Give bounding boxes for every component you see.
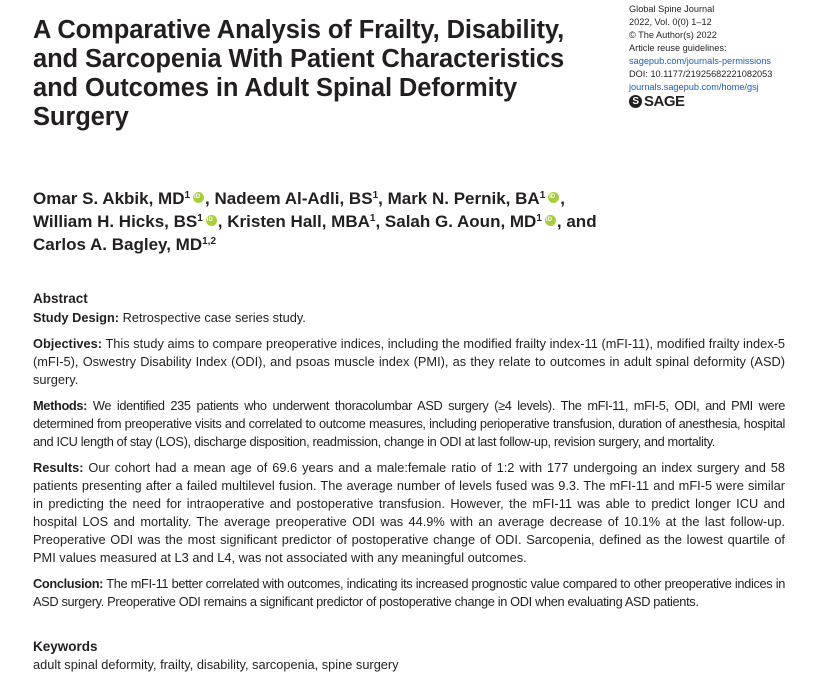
reuse-guidelines: Article reuse guidelines: [629, 43, 727, 53]
permissions-link[interactable]: sagepub.com/journals-permissions [629, 56, 771, 66]
author-1: Omar S. Akbik, $MD^1iD$ , [33, 189, 214, 208]
abstract [33, 290, 785, 619]
abstract-study-design: Study Design: Retrospective case series study. [33, 310, 306, 325]
author-7: Carlos A. Bagley, MD$^{1,2}$ [33, 235, 217, 254]
sage-logo-text: SAGE [644, 92, 685, 110]
author-4: William H. Hicks, $BS^1iD$ , [33, 212, 227, 231]
keywords [33, 638, 785, 674]
orcid-icon[interactable] [548, 192, 559, 203]
journal-name: Global Spine Journal [629, 4, 715, 14]
sage-logo [629, 92, 685, 110]
journal-home-link[interactable]: journals.sagepub.com/home/gsj [629, 82, 759, 92]
sage-logo-icon: S [629, 95, 642, 108]
abstract-methods: Methods: We identified 235 patients who underwent thoracolumbar ASD surgery (≥4 levels). The mFI-11, mFI-5, ODI, and PMI were determined from preoperative visits and correlated to outcome measures, including perioperative transfusion, duration of anesthesia, hospital and ICU length of stay (LOS), discharge disposition, readmission, change in ODI at last follow-up, revision surgery, and mortality. [33, 398, 785, 449]
keywords-list: adult spinal deformity, frailty, disability, sarcopenia, spine surgery [33, 657, 399, 672]
author-3: Mark N. Pernik, $BA^1iD$ , [388, 189, 565, 208]
author-6: Salah G. Aoun, $MD^1iD$ , and [385, 212, 597, 231]
keywords-heading: Keywords [33, 639, 98, 654]
journal-volume: 2022, Vol. 0(0) 1–12 [629, 17, 712, 27]
orcid-icon[interactable] [206, 215, 217, 226]
author-2: Nadeem Al-Adli, $BS^1$, [214, 189, 388, 208]
orcid-icon[interactable] [193, 192, 204, 203]
article-title: A Comparative Analysis of Frailty, Disability, and Sarcopenia With Patient Characteristics and Outcomes in Adult Spinal Deformity Surgery [33, 16, 565, 131]
abstract-conclusion: Conclusion: The mFI-11 better correlated with outcomes, indicating its increased prognostic value compared to other preoperative indices in ASD surgery. Preoperative ODI remains a significant predictor of postoperative change in ODI when evaluating ASD patients. [33, 576, 785, 609]
author-list [33, 187, 733, 256]
doi[interactable]: DOI: 10.1177/21925682221082053 [629, 69, 773, 79]
abstract-results: Results: Our cohort had a mean age of 69.6 years and a male:female ratio of 1:2 with 177 undergoing an index surgery and 58 patients presenting after a failed multilevel fusion. The average number of levels fused was 9.3. The mFI-11 and mFI-5 were similar in predicting the need for intraoperative and postoperative transfusion. However, the mFI-11 was able to predict longer ICU and hospital LOS and mortality. The average preoperative ODI was 44.9% with an average decrease of 10.1% at the last follow-up. Preoperative ODI was the most significant predictor of postoperative change of ODI. Sarcopenia, defined as the lowest quartile of PMI values measured at L3 and L4, was not associated with any meaningful outcomes. [33, 460, 785, 565]
orcid-icon[interactable] [545, 215, 556, 226]
abstract-objectives: Objectives: This study aims to compare preoperative indices, including the modified frailty index-11 (mFI-11), modified frailty index-5 (mFI-5), Oswestry Disability Index (ODI), and psoas muscle index (PMI), as they relate to outcomes in adult spinal deformity (ASD) surgery. [33, 336, 785, 387]
journal-copyright: © The Author(s) 2022 [629, 30, 717, 40]
abstract-heading: Abstract [33, 291, 88, 306]
author-5: Kristen Hall, MBA$^1$, [227, 212, 385, 231]
journal-info [629, 3, 815, 94]
